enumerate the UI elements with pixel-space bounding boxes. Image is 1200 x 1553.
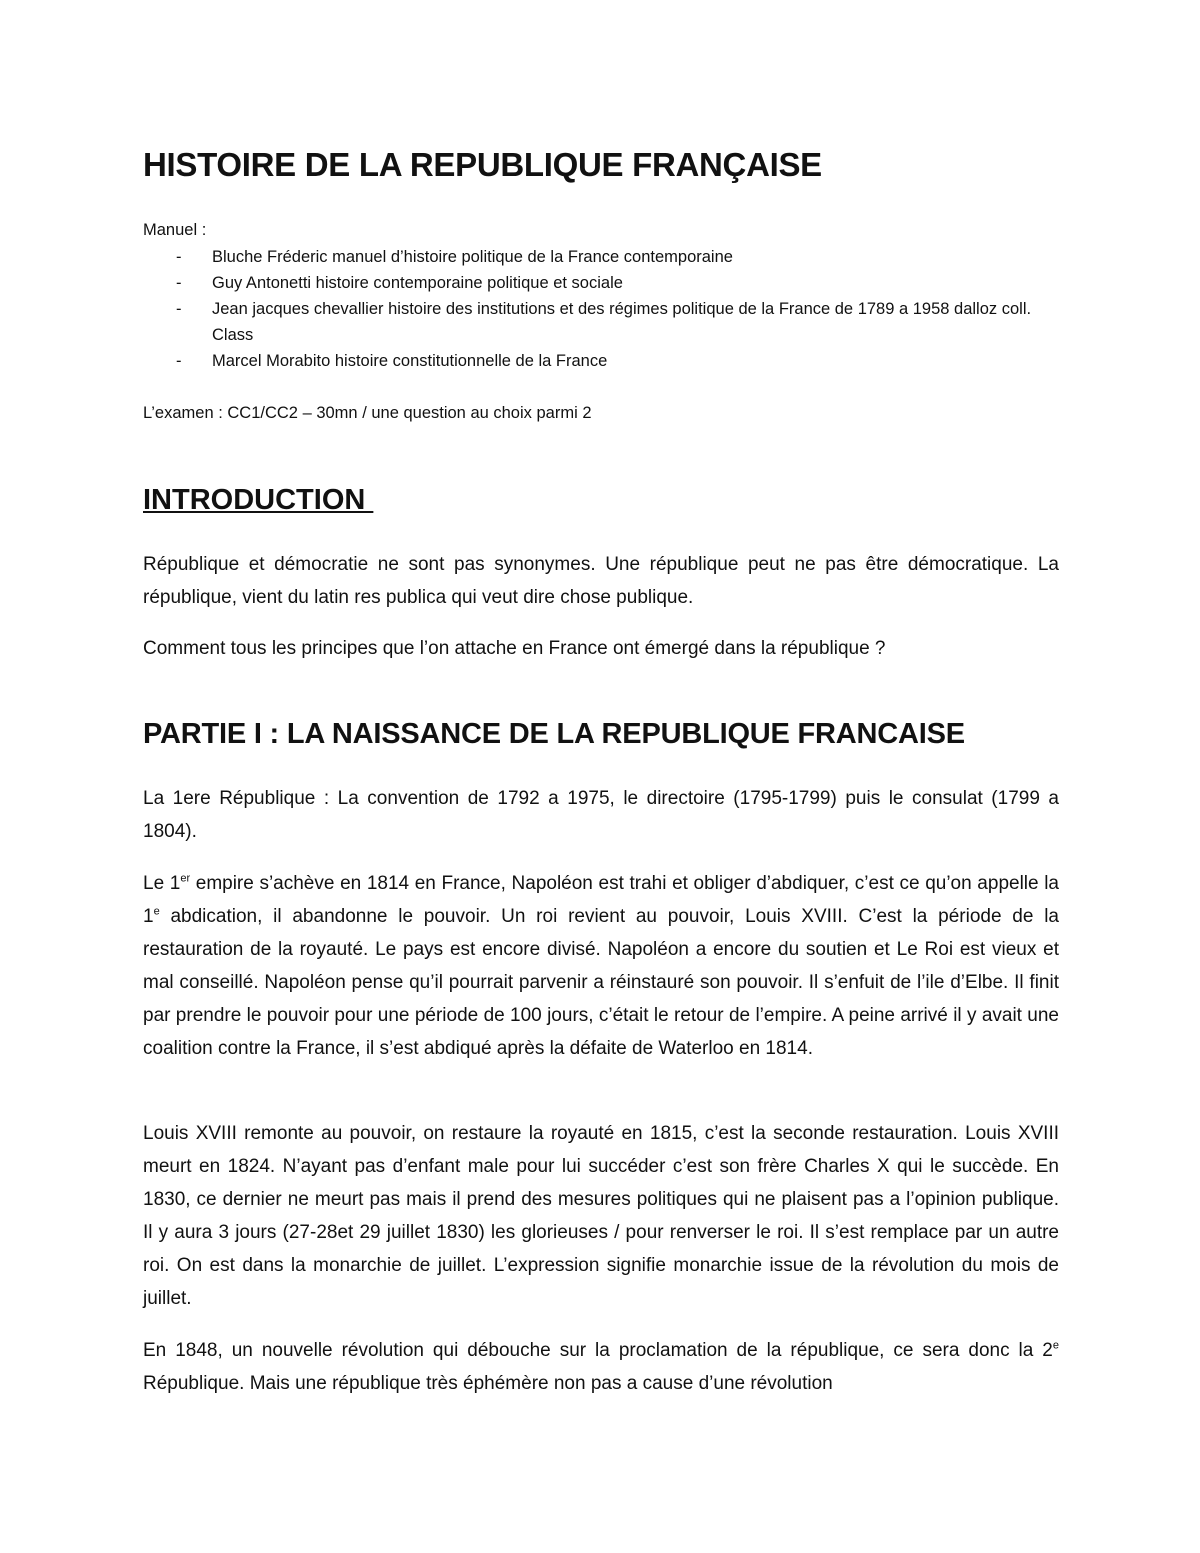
text-run: Le 1 [143,873,181,894]
reference-text: Bluche Fréderic manuel d’histoire politique de la France contemporaine [212,248,733,266]
reference-text: Guy Antonetti histoire contemporaine politique et sociale [212,274,623,292]
reference-list [143,244,1059,374]
paragraph-seconde-republique [143,1334,1059,1400]
reference-text: Marcel Morabito histoire constitutionnelle de la France [212,352,608,370]
superscript: e [153,905,160,918]
list-marker: - [176,274,182,292]
list-item [143,348,1059,374]
list-marker: - [176,352,182,370]
intro-question: Comment tous les principes que l’on attache en France ont émergé dans la république ? [143,638,886,659]
introduction-heading: INTRODUCTION [143,484,374,516]
list-item [143,244,1059,270]
partie-heading: PARTIE I : LA NAISSANCE DE LA REPUBLIQUE FRANCAISE [143,718,965,750]
text-run: En 1848, un nouvelle révolution qui débouche sur la proclamation de la république, ce sera donc la 2 [143,1340,1053,1361]
manuel-label: Manuel : [143,221,207,239]
paragraph-restauration: Louis XVIII remonte au pouvoir, on restaure la royauté en 1815, c’est la seconde restauration. Louis XVIII meurt en 1824. N’ayant pas d’enfant male pour lui succéder c’est son frère Charles X qui le succède. En 1830, ce dernier ne meurt pas mais il prend des mesures politiques qui ne plaisent pas a l’opinion publique. Il y aura 3 jours (27-28et 29 juillet 1830) les glorieuses / pour renverser le roi. Il s’est remplace par un autre roi. On est dans la monarchie de juillet. L’expression signifie monarchie issue de la révolution du mois de juillet. [143,1123,1059,1309]
list-item [143,296,1059,348]
list-marker: - [176,300,182,318]
list-marker: - [176,248,182,266]
document-title: HISTOIRE DE LA REPUBLIQUE FRANÇAISE [143,146,822,183]
intro-paragraph: République et démocratie ne sont pas synonymes. Une république peut ne pas être démocratique. La république, vient du latin res publica qui veut dire chose publique. [143,554,1059,608]
text-run: empire s’achève en 1814 en France, Napoléon est trahi et obliger d’abdiquer, c’est ce qu’on appelle la 1 [143,873,1059,927]
reference-text: Jean jacques chevallier histoire des institutions et des régimes politique de la France de 1789 a 1958 dalloz coll. Class [212,300,1032,344]
text-run: République. Mais une république très éphémère non pas a cause d’une révolution [143,1373,833,1394]
paragraph-empire [143,867,1059,1065]
paragraph-premiere-republique: La 1ere République : La convention de 1792 a 1975, le directoire (1795-1799) puis le consulat (1799 a 1804). [143,788,1059,842]
list-item [143,270,1059,296]
exam-info: L’examen : CC1/CC2 – 30mn / une question au choix parmi 2 [143,404,592,422]
superscript: er [180,872,191,885]
superscript: e [1052,1339,1059,1352]
text-run: abdication, il abandonne le pouvoir. Un roi revient au pouvoir, Louis XVIII. C’est la période de la restauration de la royauté. Le pays est encore divisé. Napoléon a encore du soutien et Le Roi est vieux et mal conseillé. Napoléon pense qu’il pourrait parvenir a réinstauré son pouvoir. Il s’enfuit de l’ile d’Elbe. Il finit par prendre le pouvoir pour une période de 100 jours, c’était le retour de l’empire. A peine arrivé il y avait une coalition contre la France, il s’est abdiqué après la défaite de Waterloo en 1814. [143,906,1059,1059]
